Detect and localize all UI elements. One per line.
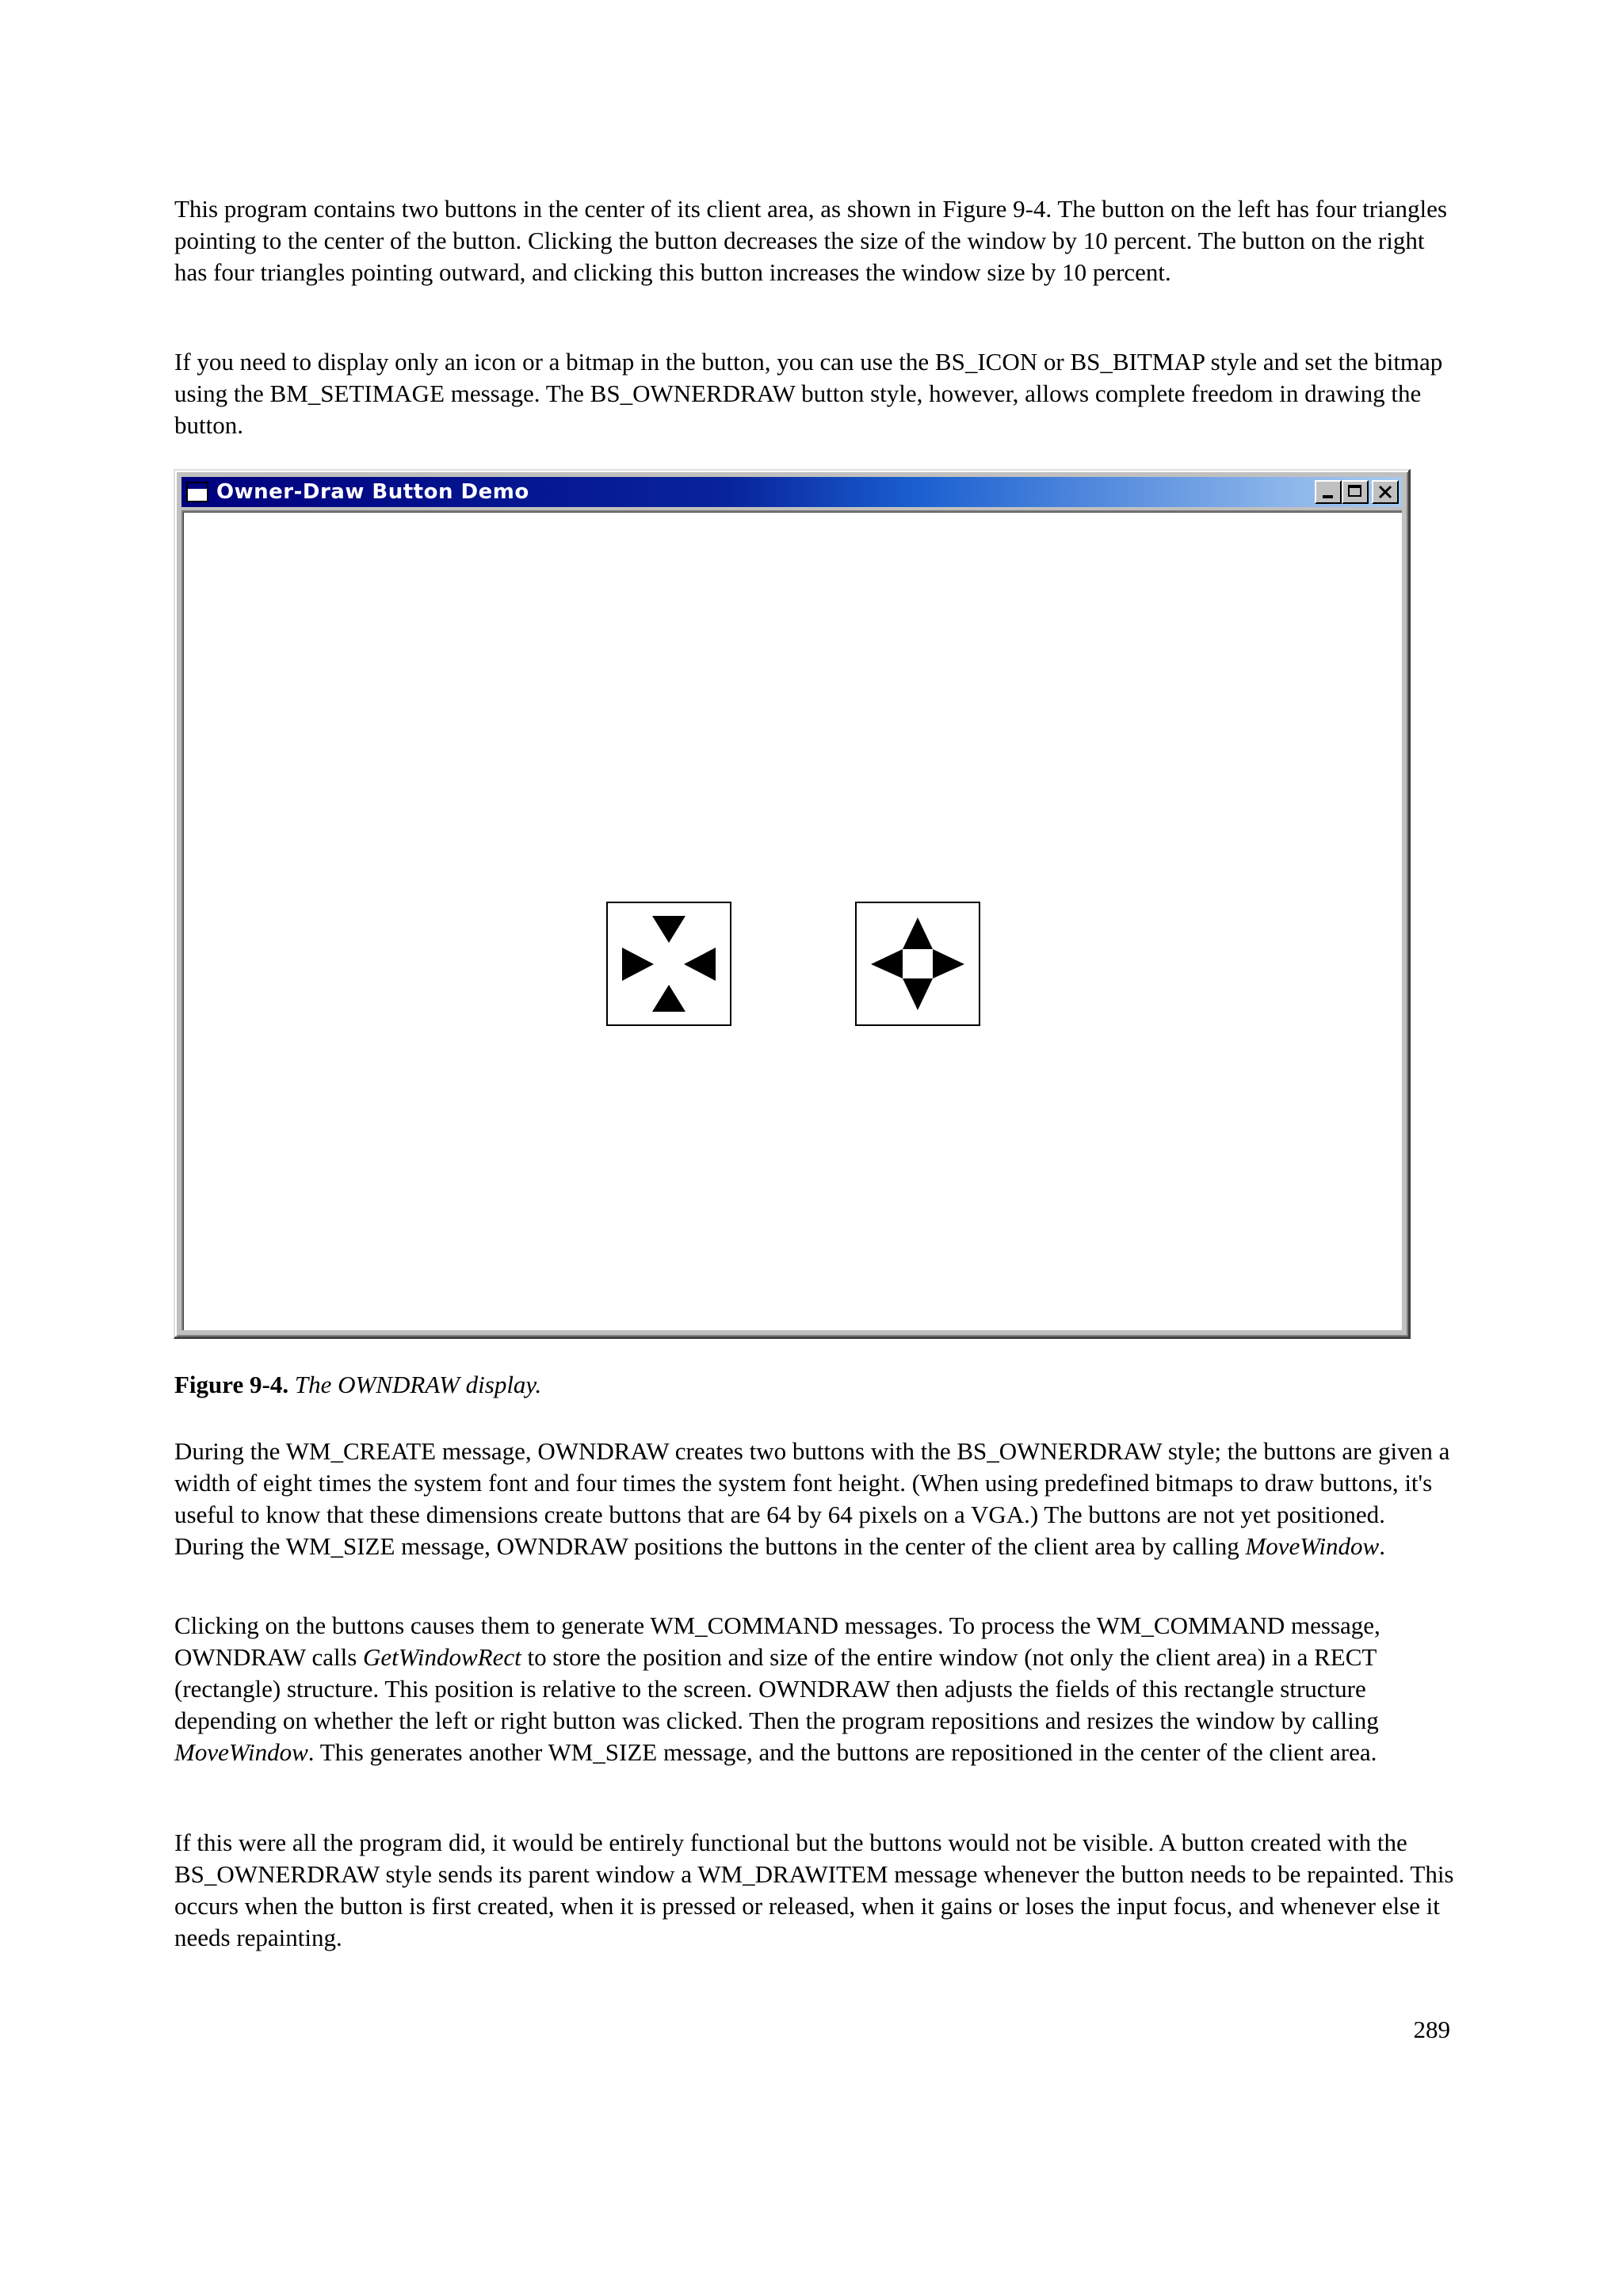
- function-name: MoveWindow: [174, 1738, 308, 1766]
- function-name: MoveWindow: [1245, 1532, 1380, 1560]
- paragraph-text: .: [1379, 1532, 1385, 1560]
- page-number: 289: [1413, 2016, 1450, 2043]
- window-title: Owner-Draw Button Demo: [216, 480, 529, 504]
- figure-caption-text: The OWNDRAW display.: [294, 1371, 542, 1398]
- figure-caption: [174, 1369, 541, 1401]
- inward-arrows-icon: [608, 903, 730, 1024]
- paragraph-intro: This program contains two buttons in the center of its client area, as shown in Figure 9-4. The button on the left has four triangles pointing to the center of the button. Clicking the button decreases the size of the window by 10 percent. The button on the right has four triangles pointing outward, and clicking this button increases the window size by 10 percent.: [174, 195, 1447, 286]
- function-name: GetWindowRect: [363, 1643, 521, 1671]
- caption-buttons: [1315, 480, 1399, 504]
- paragraph-text: to store the position and size of the entire window (not only the client area) in a RECT (rectangle) structure. This position is relative to the screen. OWNDRAW then adjusts the fields of this rectangle structure depending on whether the left or right button was clicked. Then the program repositions and resizes the window by calling: [174, 1643, 1379, 1734]
- paragraph-text: . This generates another WM_SIZE message, and the buttons are repositioned in the center of the client area.: [307, 1738, 1377, 1766]
- figure-label: Figure 9-4.: [174, 1371, 289, 1398]
- paragraph-wm-drawitem: If this were all the program did, it would be entirely functional but the buttons would not be visible. A button created with the BS_OWNERDRAW style sends its parent window a WM_DRAWITEM message whenever the button needs to be repainted. This occurs when the button is first created, when it is pressed or released, when it gains or loses the input focus, and whenever else it needs repainting.: [174, 1829, 1454, 1951]
- window-titlebar[interactable]: [181, 477, 1402, 507]
- paragraph-wm-create: [174, 1436, 1458, 1562]
- maximize-button[interactable]: [1342, 480, 1369, 504]
- window-client-area: [181, 510, 1402, 1330]
- close-button[interactable]: [1372, 480, 1399, 504]
- paragraph-wm-command: [174, 1610, 1458, 1768]
- paragraph-bitmap-styles: If you need to display only an icon or a bitmap in the button, you can use the BS_ICON or BS_BITMAP style and set the bitmap using the BM_SETIMAGE message. The BS_OWNERDRAW button style, however, allows complete freedom in drawing the button.: [174, 348, 1443, 439]
- close-icon: [1378, 485, 1392, 499]
- minimize-button[interactable]: [1315, 480, 1342, 504]
- shrink-window-button[interactable]: [606, 902, 731, 1026]
- window-system-menu-icon[interactable]: [186, 482, 208, 502]
- paragraph-text: During the WM_CREATE message, OWNDRAW creates two buttons with the BS_OWNERDRAW style; the buttons are given a width of eight times the system font and four times the system font height. (When using predefined bitmaps to draw buttons, it's useful to know that these dimensions create buttons that are 64 by 64 pixels on a VGA.) The buttons are not yet positioned. During the WM_SIZE message, OWNDRAW positions the buttons in the center of the client area by calling: [174, 1437, 1450, 1560]
- outward-arrows-icon: [857, 903, 979, 1024]
- grow-window-button[interactable]: [855, 902, 980, 1026]
- paragraph-text: Clicking on the buttons causes them to generate WM_COMMAND messages. To process the WM_COMMAND message, OWNDRAW calls: [174, 1611, 1381, 1671]
- owner-draw-demo-window: [174, 469, 1411, 1339]
